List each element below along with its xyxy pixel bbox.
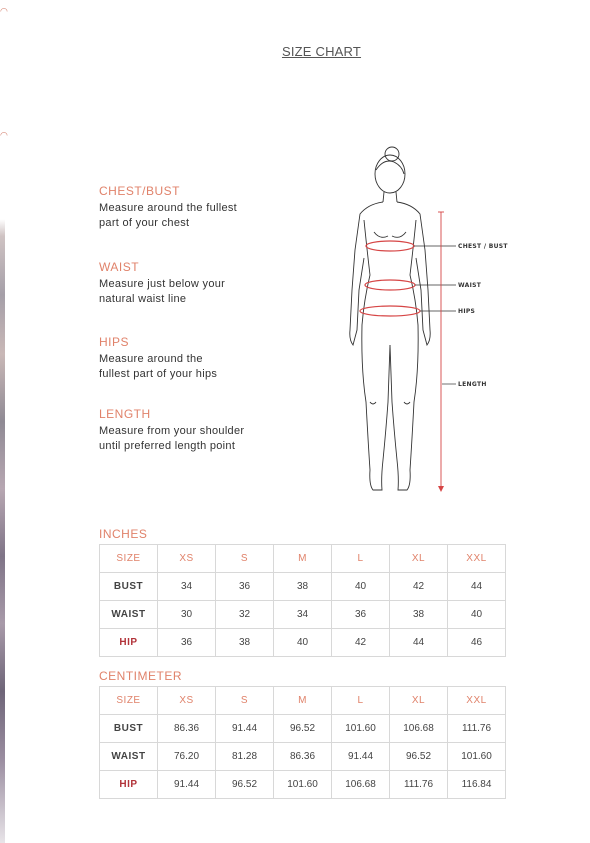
table-cell: 42	[390, 573, 448, 601]
row-label: WAIST	[100, 743, 158, 771]
table-cell: 96.52	[274, 715, 332, 743]
table-cell: 101.60	[448, 743, 506, 771]
table-cell: 96.52	[216, 771, 274, 799]
table-header-cell: XL	[390, 687, 448, 715]
table-cell: 101.60	[274, 771, 332, 799]
table-cell: 40	[332, 573, 390, 601]
table-header-cell: XXL	[448, 545, 506, 573]
inches-table	[99, 544, 506, 657]
table-cell: 81.28	[216, 743, 274, 771]
table-header-cell: S	[216, 545, 274, 573]
table-cell: 36	[158, 629, 216, 657]
table-cell: 44	[448, 573, 506, 601]
table-cell: 38	[274, 573, 332, 601]
measure-title: WAIST	[99, 260, 140, 274]
table-cell: 34	[274, 601, 332, 629]
table-header-cell: L	[332, 545, 390, 573]
table-cell: 46	[448, 629, 506, 657]
table-row	[100, 771, 506, 799]
table-header-cell: L	[332, 687, 390, 715]
size-chart-title: SIZE CHART	[281, 44, 362, 59]
table-cell: 76.20	[158, 743, 216, 771]
table-cell: 30	[158, 601, 216, 629]
table-cell: 106.68	[390, 715, 448, 743]
measure-length	[99, 407, 299, 454]
centimeter-table	[99, 686, 506, 799]
table-cell: 34	[158, 573, 216, 601]
table-row	[100, 629, 506, 657]
table-header-cell: XS	[158, 687, 216, 715]
measure-title: CHEST/BUST	[99, 184, 181, 198]
table-header-cell: M	[274, 545, 332, 573]
table-cell: 111.76	[448, 715, 506, 743]
row-label: WAIST	[100, 601, 158, 629]
table-cell: 86.36	[158, 715, 216, 743]
figure-label-length: LENGTH	[458, 381, 487, 388]
table-cell: 106.68	[332, 771, 390, 799]
table-row	[100, 743, 506, 771]
table-header-cell: XS	[158, 545, 216, 573]
measure-desc: Measure around the fullest part of your chest	[99, 202, 238, 229]
row-label: HIP	[100, 629, 158, 657]
table-header-cell: M	[274, 687, 332, 715]
figure-label-hips: HIPS	[458, 308, 476, 315]
table-cell: 32	[216, 601, 274, 629]
table-cell: 36	[216, 573, 274, 601]
table-header-cell: S	[216, 687, 274, 715]
edge-glyph-icon: ◠	[0, 130, 8, 140]
table-header-row	[100, 545, 506, 573]
table-cell: 91.44	[158, 771, 216, 799]
table-header-row	[100, 687, 506, 715]
edge-glyph-icon: ◠	[0, 6, 8, 16]
measure-hips	[99, 335, 299, 382]
row-label: BUST	[100, 573, 158, 601]
table-cell: 36	[332, 601, 390, 629]
table-row	[100, 573, 506, 601]
row-label: BUST	[100, 715, 158, 743]
figure-label-waist: WAIST	[458, 282, 482, 289]
body-figure-illustration	[340, 140, 520, 500]
table-cell: 42	[332, 629, 390, 657]
measure-desc: Measure just below your natural waist line	[99, 278, 226, 305]
measure-waist	[99, 260, 299, 307]
table-header-cell: XXL	[448, 687, 506, 715]
table-cell: 38	[216, 629, 274, 657]
table-cell: 116.84	[448, 771, 506, 799]
inches-title: INCHES	[99, 527, 148, 541]
table-cell: 96.52	[390, 743, 448, 771]
table-cell: 86.36	[274, 743, 332, 771]
table-cell: 91.44	[216, 715, 274, 743]
table-row	[100, 601, 506, 629]
table-cell: 44	[390, 629, 448, 657]
table-header-cell: SIZE	[100, 545, 158, 573]
table-row	[100, 715, 506, 743]
table-cell: 40	[448, 601, 506, 629]
centimeter-title: CENTIMETER	[99, 669, 182, 683]
measure-title: LENGTH	[99, 407, 151, 421]
measure-chest	[99, 184, 299, 231]
table-cell: 111.76	[390, 771, 448, 799]
measure-desc: Measure around the fullest part of your hips	[99, 353, 218, 380]
body-figure	[340, 140, 520, 500]
table-header-cell: XL	[390, 545, 448, 573]
table-cell: 40	[274, 629, 332, 657]
figure-label-chest: CHEST / BUST	[458, 243, 508, 250]
measure-title: HIPS	[99, 335, 130, 349]
row-label: HIP	[100, 771, 158, 799]
background-image-strip	[0, 0, 5, 843]
measure-desc: Measure from your shoulder until preferred length point	[99, 425, 245, 452]
table-cell: 101.60	[332, 715, 390, 743]
table-header-cell: SIZE	[100, 687, 158, 715]
table-cell: 38	[390, 601, 448, 629]
table-cell: 91.44	[332, 743, 390, 771]
